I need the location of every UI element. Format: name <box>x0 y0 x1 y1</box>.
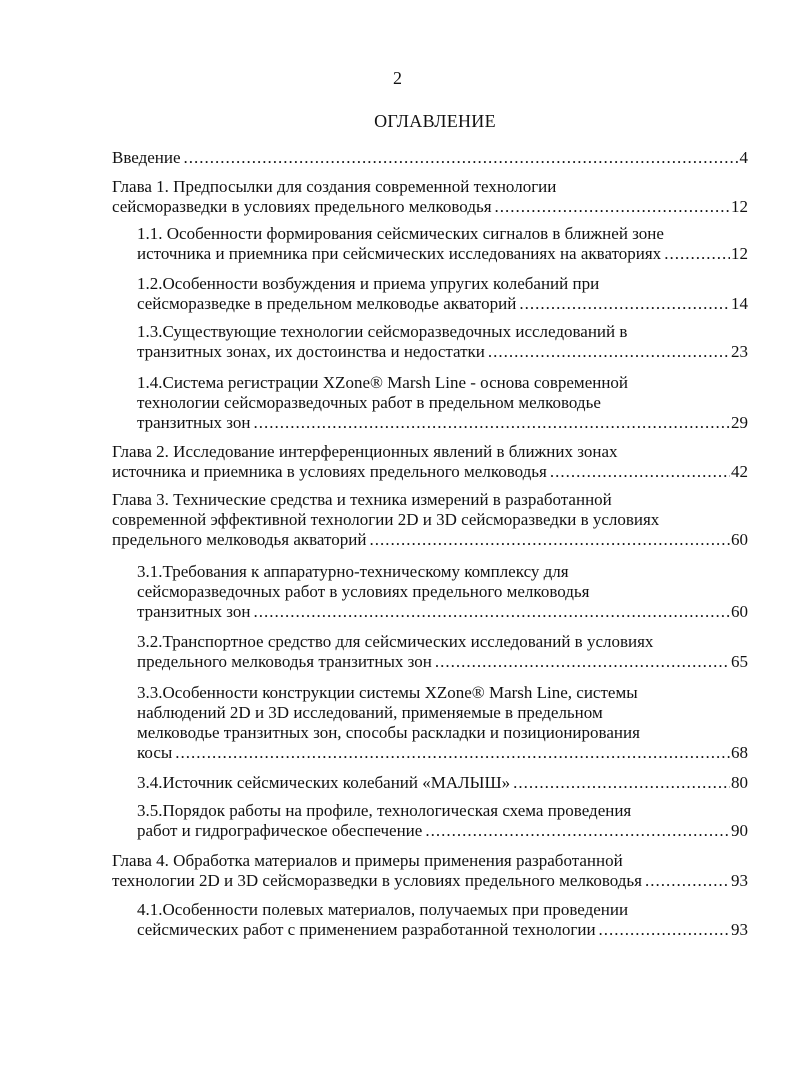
toc-entry-text: предельного мелководья акваторий <box>112 530 367 549</box>
toc-entry <box>137 801 748 841</box>
toc-page-number: 42 <box>731 462 748 481</box>
toc-entry <box>137 773 748 793</box>
toc-entry-line: современной эффективной технологии 2D и 3D сейсморазведки в условиях <box>112 510 660 529</box>
toc-entry-last-line <box>137 743 748 763</box>
toc-entry-text: 3.4.Источник сейсмических колебаний «МАЛЫШ» <box>137 773 511 792</box>
page-number: 2 <box>393 68 402 88</box>
toc-page-number: 68 <box>731 743 748 762</box>
toc-entry-line: 1.3.Существующие технологии сейсморазведочных исследований в <box>137 322 628 341</box>
toc-entry <box>137 632 748 672</box>
toc-entry <box>112 851 748 891</box>
toc-entry <box>137 683 748 763</box>
toc-entry-line: 3.5.Порядок работы на профиле, технологическая схема проведения <box>137 801 632 820</box>
toc-entry-line: 1.2.Особенности возбуждения и приема упругих колебаний при <box>137 274 600 293</box>
toc-entry <box>137 900 748 940</box>
toc-entry <box>137 322 748 362</box>
toc-entry-line: Глава 2. Исследование интерференционных явлений в ближних зонах <box>112 442 618 461</box>
toc-entry <box>137 224 748 264</box>
toc-entry-line: 3.2.Транспортное средство для сейсмических исследований в условиях <box>137 632 654 651</box>
toc-entry-line: 3.3.Особенности конструкции системы XZone® Marsh Line, системы <box>137 683 638 702</box>
toc-entry-line: Глава 3. Технические средства и техника измерений в разработанной <box>112 490 612 509</box>
dot-leader <box>510 773 730 793</box>
dot-leader <box>432 652 730 672</box>
toc-page-number: 4 <box>739 148 748 167</box>
toc-page-number: 29 <box>731 413 748 432</box>
toc-entry-text: источника и приемника в условиях предельного мелководья <box>112 462 547 481</box>
dot-leader <box>661 244 730 264</box>
toc-page-number: 93 <box>731 920 748 939</box>
toc-entry-text: Введение <box>112 148 181 167</box>
toc-entry-last-line <box>137 244 748 264</box>
toc-entry-line: наблюдений 2D и 3D исследований, применяемые в предельном <box>137 703 603 722</box>
dot-leader <box>596 920 730 940</box>
toc-entry-text: технологии 2D и 3D сейсморазведки в условиях предельного мелководья <box>112 871 642 890</box>
toc-entry-last-line <box>137 773 748 793</box>
toc-entry-last-line <box>137 413 748 433</box>
toc-entry <box>112 148 748 168</box>
toc-entry-last-line <box>137 652 748 672</box>
dot-leader <box>547 462 730 482</box>
toc-page-number: 14 <box>731 294 748 313</box>
dot-leader <box>251 413 730 433</box>
toc-page-number: 93 <box>731 871 748 890</box>
toc-entry-line: 1.4.Система регистрации XZone® Marsh Line - основа современной <box>137 373 629 392</box>
toc-entry-last-line <box>137 920 748 940</box>
toc-entry-last-line <box>137 342 748 362</box>
toc-entry-text: сейсмических работ с применением разработанной технологии <box>137 920 596 939</box>
toc-entry <box>112 177 748 217</box>
dot-leader <box>366 530 730 550</box>
toc-entry-last-line <box>112 148 748 168</box>
toc-entry-text: транзитных зон <box>137 602 251 621</box>
toc-entry-line: сейсморазведочных работ в условиях предельного мелководья <box>137 582 590 601</box>
toc-page-number: 90 <box>731 821 748 840</box>
toc-entry <box>137 274 748 314</box>
toc-entry-last-line <box>112 462 748 482</box>
toc-entry-line: технологии сейсморазведочных работ в предельном мелководье <box>137 393 601 412</box>
toc-entry-last-line <box>137 602 748 622</box>
toc-page-number: 12 <box>731 244 748 263</box>
toc-entry-last-line <box>112 871 748 891</box>
toc-page-number: 60 <box>731 602 748 621</box>
dot-leader <box>251 602 730 622</box>
toc-entry-last-line <box>137 294 748 314</box>
toc-entry-line: 1.1. Особенности формирования сейсмических сигналов в ближней зоне <box>137 224 664 243</box>
dot-leader <box>181 148 739 168</box>
toc-entry-last-line <box>112 197 748 217</box>
toc-entry-text: косы <box>137 743 173 762</box>
toc-entry-last-line <box>112 530 748 550</box>
toc-entry <box>137 373 748 433</box>
toc-entry-line: Глава 1. Предпосылки для создания современной технологии <box>112 177 557 196</box>
dot-leader <box>642 871 730 891</box>
dot-leader <box>172 743 730 763</box>
toc-entry-last-line <box>137 821 748 841</box>
toc-entry-line: Глава 4. Обработка материалов и примеры применения разработанной <box>112 851 623 870</box>
toc-entry-line: 4.1.Особенности полевых материалов, получаемых при проведении <box>137 900 629 919</box>
toc-entry-text: источника и приемника при сейсмических исследованиях на акваториях <box>137 244 662 263</box>
toc-page-number: 12 <box>731 197 748 216</box>
toc-entry <box>112 442 748 482</box>
toc-page-number: 80 <box>731 773 748 792</box>
dot-leader <box>422 821 730 841</box>
toc-entry-text: транзитных зон <box>137 413 251 432</box>
toc-entry <box>112 490 748 550</box>
toc-entry-text: сейсморазведки в условиях предельного мелководья <box>112 197 492 216</box>
toc-entry-text: работ и гидрографическое обеспечение <box>137 821 423 840</box>
toc-entry <box>137 562 748 622</box>
toc-page-number: 65 <box>731 652 748 671</box>
toc-entry-text: сейсморазведке в предельном мелководье акваторий <box>137 294 517 313</box>
toc-title: ОГЛАВЛЕНИЕ <box>374 111 496 131</box>
dot-leader <box>485 342 730 362</box>
dot-leader <box>516 294 730 314</box>
toc-entry-line: мелководье транзитных зон, способы раскладки и позиционирования <box>137 723 640 742</box>
toc-page-number: 60 <box>731 530 748 549</box>
toc-page-number: 23 <box>731 342 748 361</box>
toc-entry-text: транзитных зонах, их достоинства и недостатки <box>137 342 485 361</box>
toc-entry-text: предельного мелководья транзитных зон <box>137 652 432 671</box>
dot-leader <box>492 197 730 217</box>
toc-entry-line: 3.1.Требования к аппаратурно-техническому комплексу для <box>137 562 569 581</box>
